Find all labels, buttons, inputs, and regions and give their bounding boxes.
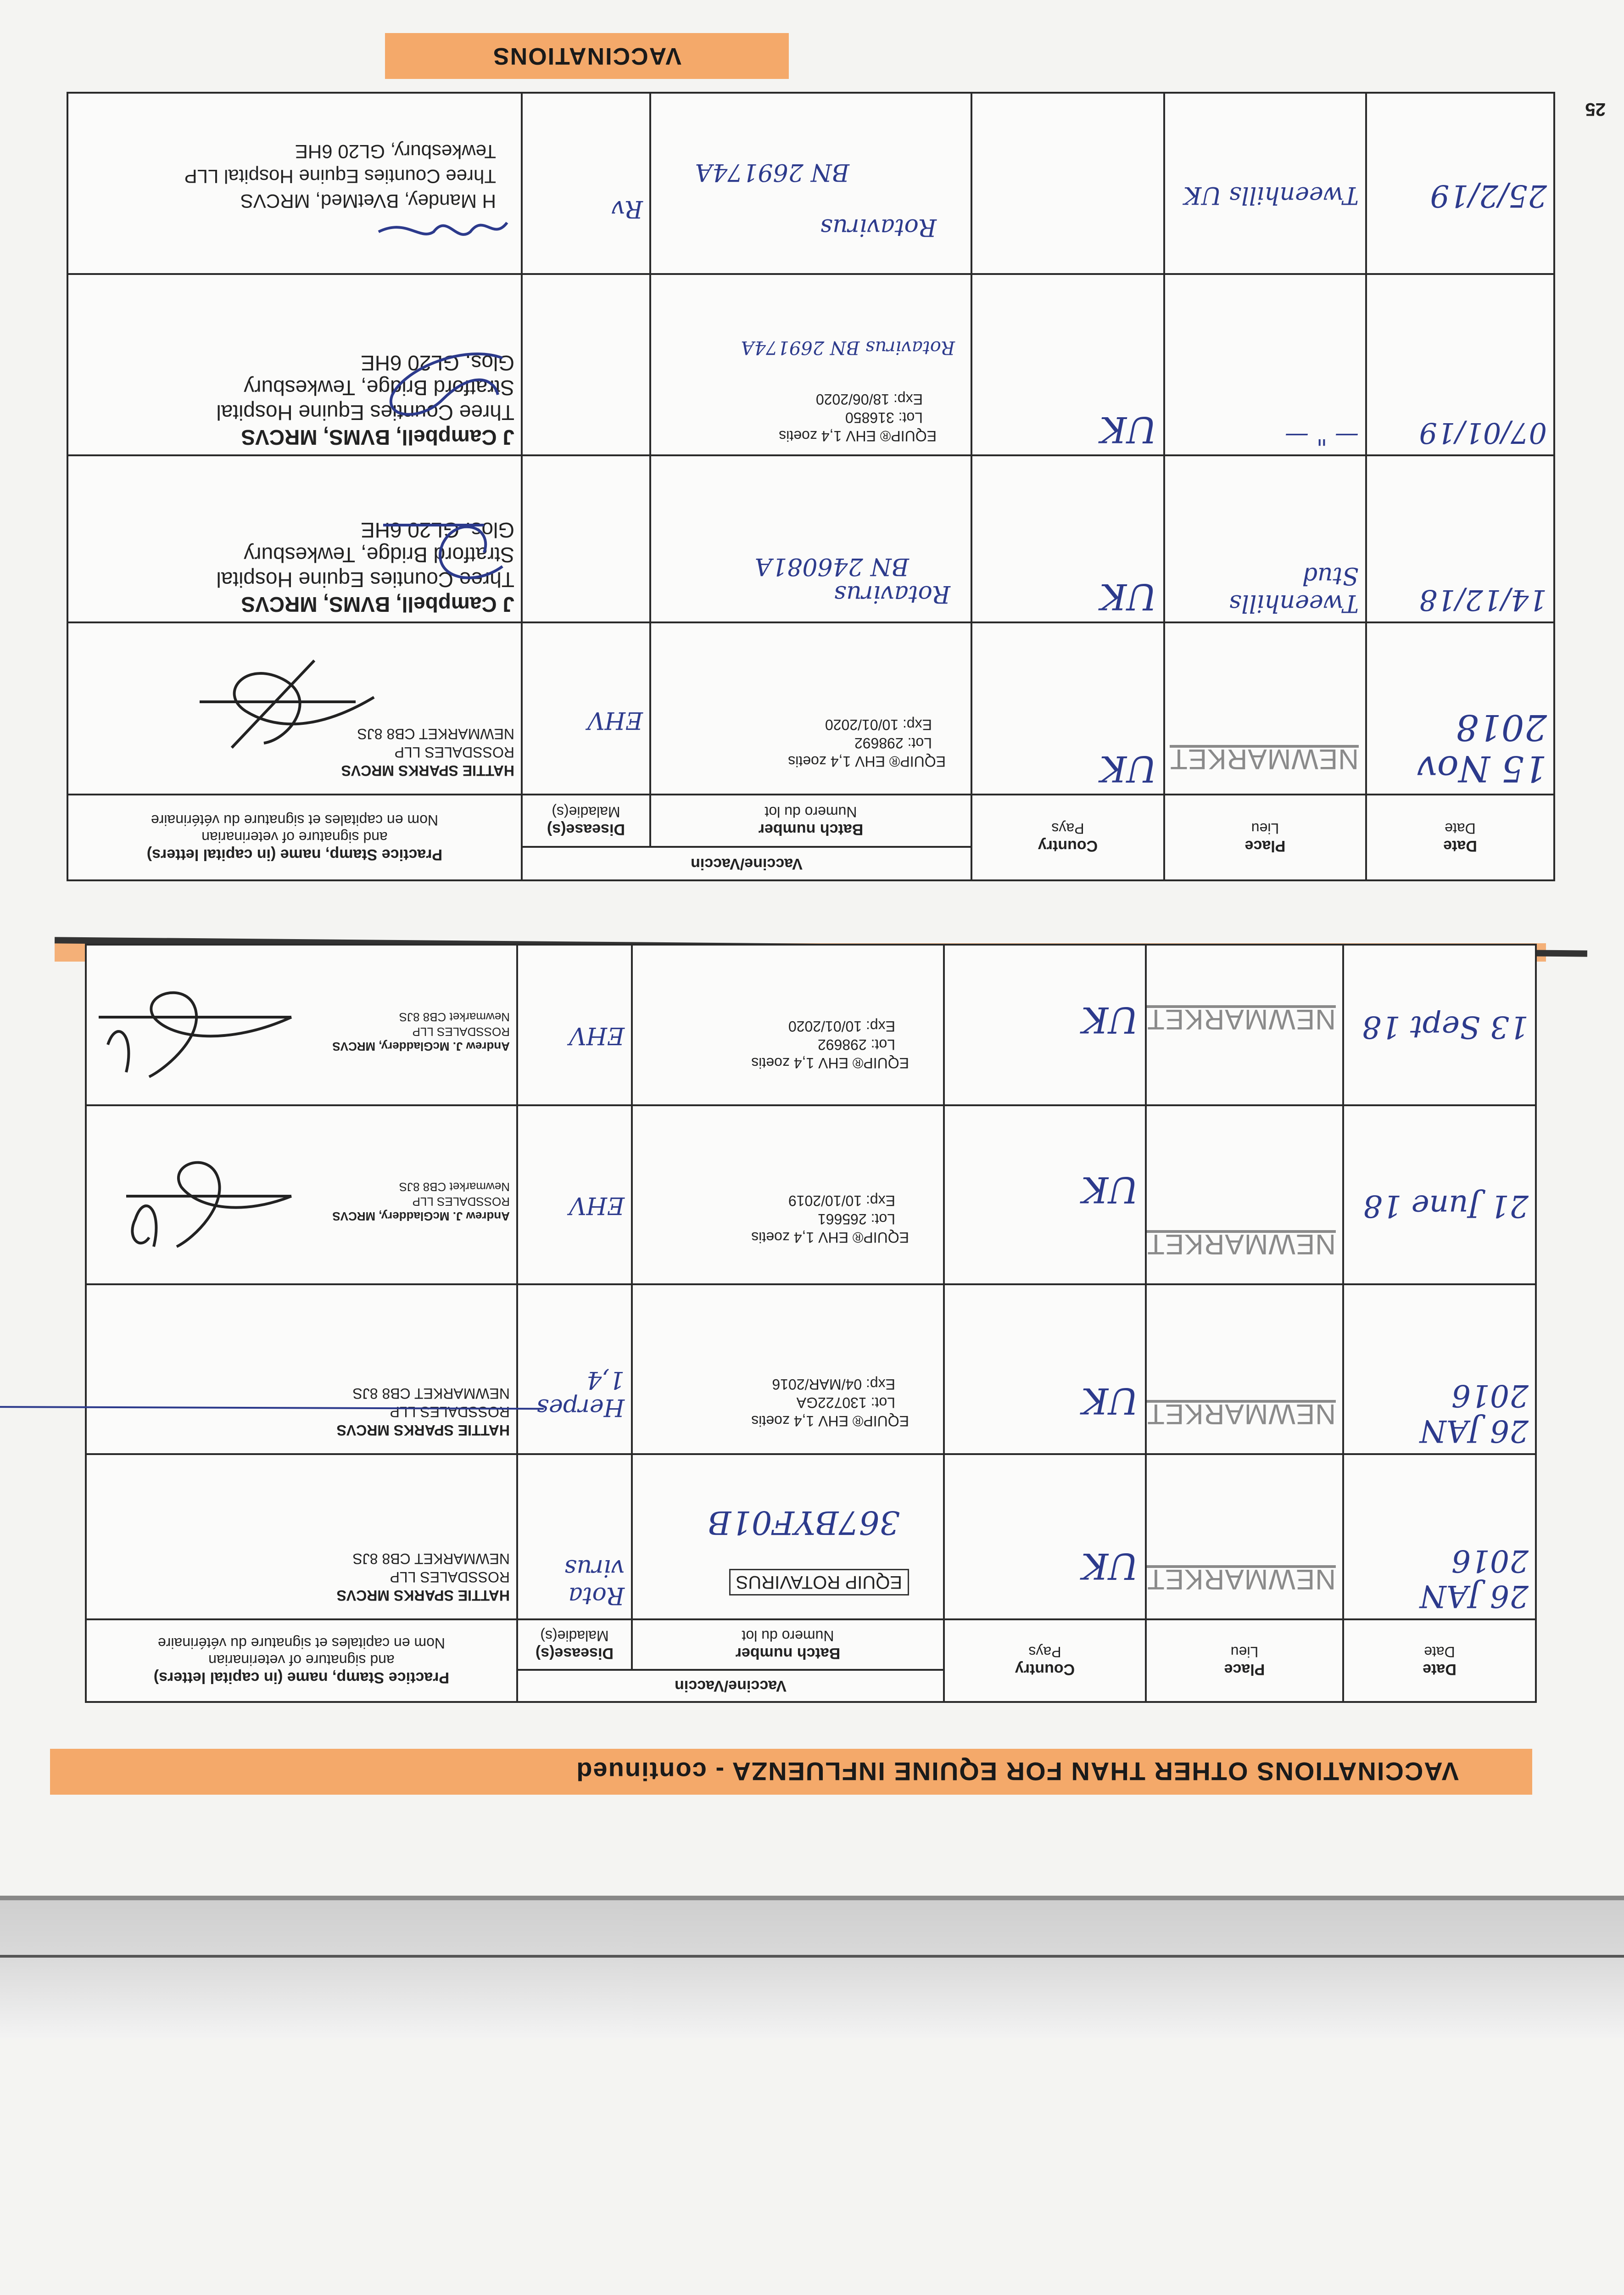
row-exp: 18/06/2020 bbox=[815, 391, 890, 408]
vet-signature-icon bbox=[374, 330, 521, 431]
row-date: 14/12/18 bbox=[1419, 583, 1547, 617]
row-country: UK bbox=[1099, 576, 1157, 617]
row-disease: EHV bbox=[587, 706, 643, 734]
row-vaccine-name: EQUIP ROTAVIRUS bbox=[729, 1569, 909, 1595]
vet-address: Stratford Bridge, Tewkesbury bbox=[244, 376, 514, 400]
header-date: Date Date bbox=[1343, 1619, 1536, 1702]
row-lot: 265661 bbox=[817, 1211, 867, 1227]
header-practice: Practice Stamp, name (in capital letters) and signature of veterinarian Nom en capitales et signature du vétérinaire bbox=[86, 1619, 517, 1702]
row-lot-label: Lot: bbox=[871, 1036, 895, 1053]
row-place: NEWMARKET bbox=[1147, 1003, 1336, 1035]
row-date: 21 June 18 bbox=[1363, 1188, 1529, 1224]
vet-name: J Campbell, BVMS, MRCVS bbox=[241, 425, 514, 450]
vet-address: Stratford Bridge, Tewkesbury bbox=[244, 543, 514, 567]
row-disease: EHV bbox=[569, 1022, 625, 1049]
table-row bbox=[86, 1284, 1536, 1454]
row-vaccine-name: EQUIP® EHV 1,4 zoetis bbox=[751, 1413, 909, 1429]
vet-name: H Mandey, BVetMed, MRCVS bbox=[240, 190, 496, 213]
vet-signature-icon bbox=[374, 502, 512, 594]
table-row bbox=[67, 274, 1554, 455]
scan-shadow bbox=[0, 1900, 1624, 2038]
vet-name: J Campbell, BVMS, MRCVS bbox=[241, 593, 514, 617]
row-disease: Rv bbox=[611, 195, 643, 223]
row-place: Tweenhills UK bbox=[1183, 181, 1359, 209]
row-lot-label: Lot: bbox=[871, 1394, 895, 1411]
vet-practice: ROSSDALES LLP bbox=[390, 1404, 510, 1420]
other-vaccinations-table bbox=[85, 944, 1537, 1703]
row-place: NEWMARKET bbox=[1170, 743, 1359, 775]
row-exp: 04/MAR/2016 bbox=[772, 1376, 862, 1393]
row-lot: 298692 bbox=[817, 1036, 867, 1053]
row-date: 07/01/19 bbox=[1419, 416, 1547, 450]
row-exp: 10/01/2020 bbox=[788, 1018, 862, 1035]
header-batch: Batch number Numero du lot bbox=[632, 1619, 944, 1670]
row-batch-hand: Rotavirus bbox=[834, 580, 950, 608]
vet-address: NEWMARKET CB8 8JS bbox=[352, 1385, 510, 1402]
header-place: Place Lieu bbox=[1164, 795, 1366, 880]
row-date: 26 JAN 2016 bbox=[1420, 1378, 1529, 1449]
table-row bbox=[67, 622, 1554, 794]
vet-practice: ROSSDALES LLP bbox=[390, 1569, 510, 1585]
row-exp-label: Exp: bbox=[865, 1018, 895, 1035]
row-lot: 298692 bbox=[854, 734, 904, 751]
table-row bbox=[67, 93, 1554, 274]
row-place: NEWMARKET bbox=[1147, 1563, 1336, 1595]
vet-address: Tewkesbury, GL20 6HE bbox=[295, 141, 496, 163]
table-row bbox=[67, 455, 1554, 622]
row-place: NEWMARKET bbox=[1147, 1398, 1336, 1430]
row-lot: 130722GA bbox=[796, 1394, 867, 1411]
row-vaccine-name: EQUIP® EHV 1,4 zoetis bbox=[751, 1229, 909, 1246]
row-vaccine-name: EQUIP® EHV 1,4 zoetis bbox=[779, 428, 937, 445]
row-country: UK bbox=[1081, 1380, 1138, 1421]
scan-edge-line bbox=[0, 1955, 1624, 1958]
header-place: Place Lieu bbox=[1146, 1619, 1343, 1702]
row-date: 13 Sept 18 bbox=[1362, 1009, 1529, 1045]
vet-practice: Three Counties Equine Hospital bbox=[216, 401, 514, 425]
vet-name: HATTIE SPARKS MRCVS bbox=[341, 762, 514, 779]
vet-practice: ROSSDALES LLP bbox=[412, 1025, 510, 1039]
row-exp-label: Exp: bbox=[893, 391, 923, 408]
vet-signature-icon bbox=[108, 1127, 301, 1265]
table-row bbox=[86, 1454, 1536, 1619]
row-vaccine-name: EQUIP® EHV 1,4 zoetis bbox=[788, 753, 946, 770]
vet-address: Newmarket CB8 8JS bbox=[399, 1010, 510, 1024]
row-date: 26 JAN 2016 bbox=[1420, 1543, 1529, 1614]
header-date: Date Date bbox=[1366, 795, 1554, 880]
vet-name: HATTIE SPARKS MRCVS bbox=[336, 1587, 510, 1604]
row-batch-hand: Rotavirus bbox=[820, 213, 937, 241]
vet-signature-icon bbox=[85, 962, 301, 1091]
vaccinations-table bbox=[67, 92, 1555, 881]
row-date: 25/2/19 bbox=[1430, 178, 1547, 214]
row-disease: Herpes 1,4 bbox=[536, 1366, 625, 1421]
header-practice: Practice Stamp, name (in capital letters) and signature of veterinarian Nom en capitales et signature du vétérinaire bbox=[67, 795, 522, 880]
row-exp: 10/10/2019 bbox=[788, 1192, 862, 1209]
row-country: UK bbox=[1081, 1545, 1138, 1586]
header-vaccine: Vaccine/Vaccin bbox=[522, 847, 971, 880]
header-vaccine: Vaccine/Vaccin bbox=[517, 1670, 944, 1702]
row-country: UK bbox=[1081, 1169, 1138, 1210]
row-batch-hand: 367BYF01B bbox=[707, 1504, 900, 1541]
row-vaccine-name: EQUIP® EHV 1,4 zoetis bbox=[751, 1055, 909, 1071]
row-lot-label: Lot: bbox=[871, 1211, 895, 1227]
row-batch-hand: Rotavirus BN 269174A bbox=[741, 337, 955, 358]
section-title-vaccinations: VACCINATIONS bbox=[385, 33, 789, 79]
vet-practice: ROSSDALES LLP bbox=[394, 744, 514, 761]
header-country: Country Pays bbox=[971, 795, 1164, 880]
vet-address: Newmarket CB8 8JS bbox=[399, 1180, 510, 1194]
vet-name: Andrew J. McGladdery, MRCVS bbox=[332, 1209, 510, 1223]
vet-signature-icon bbox=[374, 209, 512, 246]
row-date: 15 Nov 2018 bbox=[1417, 706, 1547, 789]
row-batch-hand-2: BN 246081A bbox=[754, 553, 909, 581]
row-place: — " — bbox=[1285, 422, 1359, 450]
row-exp-label: Exp: bbox=[865, 1192, 895, 1209]
header-disease: Disease(s) Maladie(s) bbox=[522, 795, 650, 847]
table-row bbox=[86, 1105, 1536, 1284]
row-disease: EHV bbox=[569, 1192, 625, 1219]
vet-practice: Three Counties Equine Hospital bbox=[216, 568, 514, 592]
row-place: Tweenhills Stud bbox=[1229, 562, 1359, 617]
vet-address: NEWMARKET CB8 8JS bbox=[357, 725, 514, 742]
row-exp: 10/01/2020 bbox=[825, 716, 899, 733]
vet-practice: ROSSDALES LLP bbox=[412, 1195, 510, 1209]
vet-signature-icon bbox=[190, 651, 383, 752]
row-country: UK bbox=[1099, 747, 1157, 789]
header-country: Country Pays bbox=[944, 1619, 1146, 1702]
section-title-other-vaccinations: VACCINATIONS OTHER THAN FOR EQUINE INFLUENZA - continued bbox=[50, 1749, 1532, 1795]
row-lot-label: Lot: bbox=[907, 734, 932, 751]
table-row bbox=[86, 945, 1536, 1105]
vet-name: HATTIE SPARKS MRCVS bbox=[336, 1422, 510, 1439]
row-country: UK bbox=[1099, 409, 1157, 450]
header-batch: Batch number Numero du lot bbox=[650, 795, 971, 847]
vet-practice: Three Counties Equine Hospital LLP bbox=[184, 166, 496, 188]
vet-address: NEWMARKET CB8 8JS bbox=[352, 1551, 510, 1567]
row-lot: 316850 bbox=[845, 409, 894, 426]
vet-signature-hand bbox=[374, 203, 512, 246]
page-number: 25 bbox=[1585, 99, 1606, 119]
vet-postcode: Glos. GL20 6HE bbox=[361, 518, 514, 543]
row-disease: Rota virus bbox=[564, 1554, 625, 1609]
row-batch-hand-2: BN 269174A bbox=[695, 158, 849, 186]
header-disease: Disease(s) Maladie(s) bbox=[517, 1619, 632, 1670]
row-place: NEWMARKET bbox=[1147, 1228, 1336, 1260]
row-exp-label: Exp: bbox=[902, 716, 932, 733]
row-lot-label: Lot: bbox=[898, 409, 923, 426]
row-country: UK bbox=[1081, 999, 1138, 1040]
scan-edge-line bbox=[0, 1896, 1624, 1900]
vet-name: Andrew J. McGladdery, MRCVS bbox=[332, 1040, 510, 1053]
row-exp-label: Exp: bbox=[865, 1376, 895, 1393]
vet-postcode: Glos. GL20 6HE bbox=[361, 351, 514, 375]
